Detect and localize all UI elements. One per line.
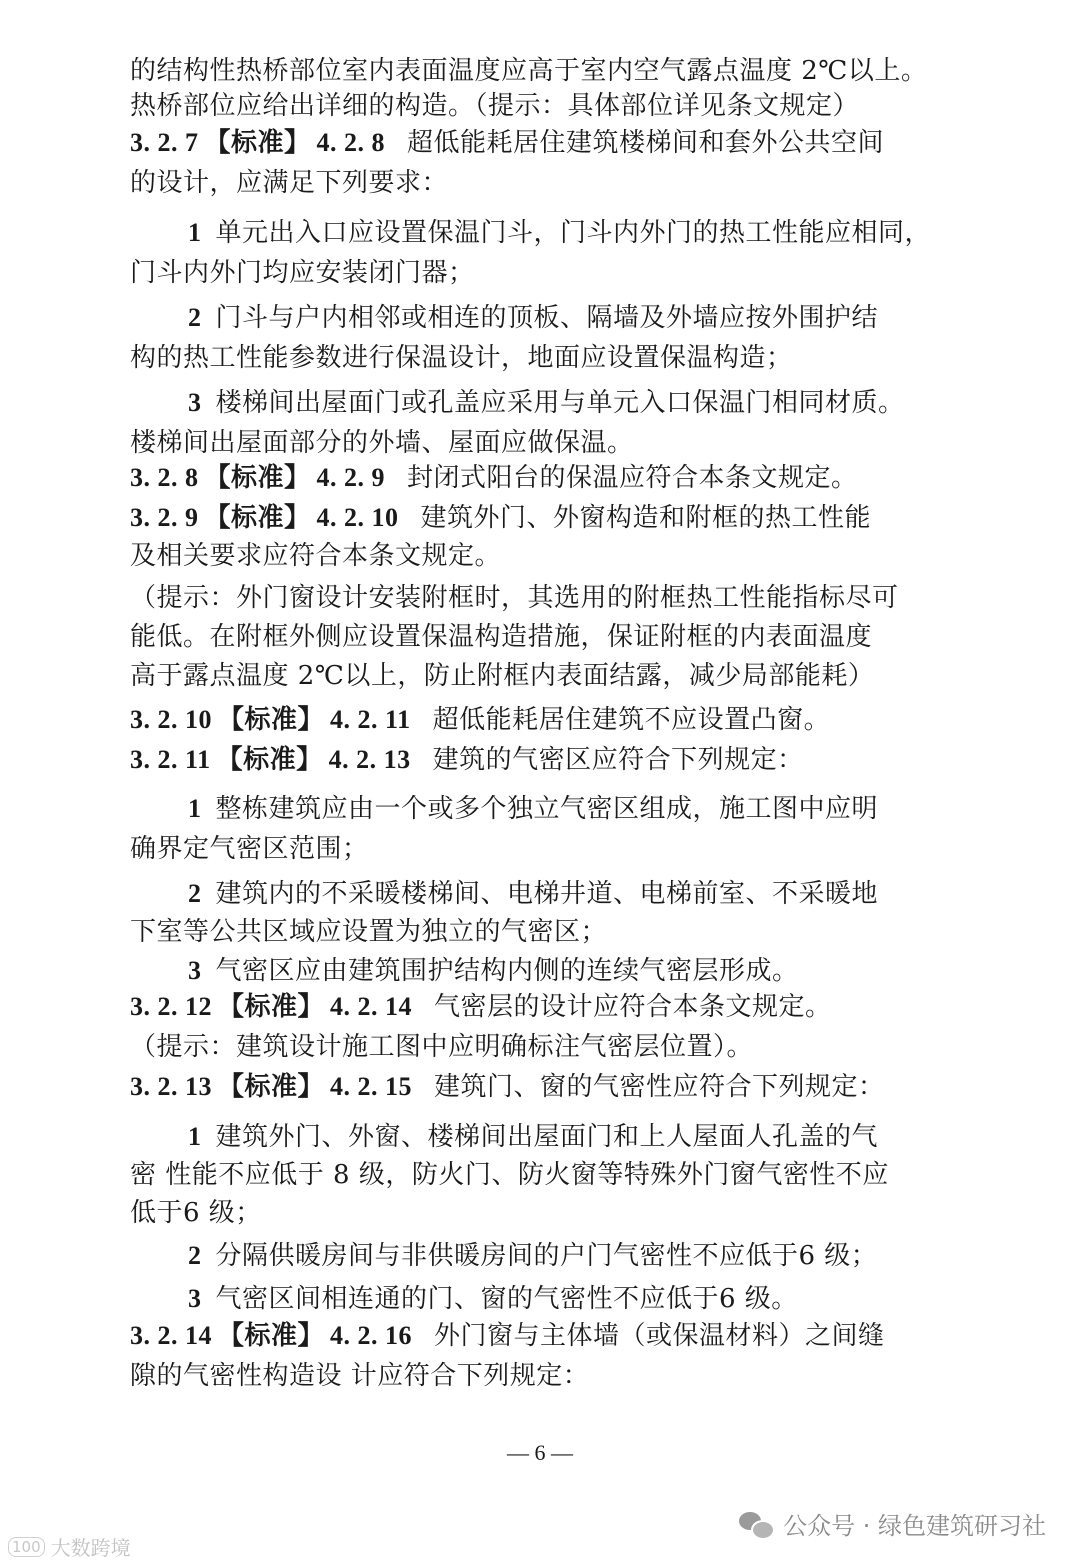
list-item — [188, 1240, 877, 1272]
text-line — [130, 1031, 753, 1063]
text-line — [130, 167, 448, 199]
line-text: 下室等公共区域应设置为独立的气密区； — [130, 917, 608, 947]
list-item — [188, 302, 878, 334]
wechat-icon — [739, 1510, 773, 1538]
reference-number: 4. 2. 9 — [316, 463, 386, 492]
standard-tag: 【标准】 — [204, 463, 311, 493]
text-line — [130, 833, 369, 865]
standard-tag: 【标准】 — [218, 1072, 325, 1102]
page-number: — 6 — — [507, 1440, 573, 1465]
standard-tag: 【标准】 — [216, 745, 323, 775]
standard-tag: 【标准】 — [218, 705, 325, 735]
line-text: 气密区应由建筑围护结构内侧的连续气密层形成。 — [215, 956, 799, 986]
line-text: 低于6 级； — [130, 1198, 262, 1228]
line-text: 气密层的设计应符合本条文规定。 — [434, 992, 832, 1022]
item-number: 3 — [188, 1284, 202, 1313]
clause-number: 3. 2. 14 — [130, 1321, 212, 1350]
line-text: 的结构性热桥部位室内表面温度应高于室内空气露点温度 2℃以上。 — [130, 56, 928, 86]
clause-number: 3. 2. 13 — [130, 1072, 212, 1101]
line-text: 门斗与户内相邻或相连的顶板、隔墙及外墙应按外围护结 — [215, 303, 879, 333]
item-number: 2 — [188, 303, 202, 332]
item-number: 1 — [188, 218, 202, 247]
line-text: 门斗内外门均应安装闭门器； — [130, 258, 475, 288]
line-text: 能低。在附框外侧应设置保温构造措施，保证附框的内表面温度 — [130, 622, 873, 652]
watermark-text: 大数跨境 — [50, 1536, 131, 1560]
item-number: 1 — [188, 1122, 202, 1151]
standard-tag: 【标准】 — [204, 128, 311, 158]
clause-line — [130, 704, 830, 736]
clause-line — [130, 502, 871, 534]
item-number: 3 — [188, 956, 202, 985]
list-item — [188, 955, 799, 987]
line-text: 单元出入口应设置保温门斗，门斗内外门的热工性能应相同， — [215, 218, 932, 248]
clause-line — [130, 744, 804, 776]
clause-number: 3. 2. 11 — [130, 745, 211, 774]
line-text: （提示：建筑设计施工图中应明确标注气密层位置）。 — [130, 1032, 754, 1062]
reference-number: 4. 2. 10 — [316, 503, 399, 532]
line-text: 建筑外门、外窗构造和附框的热工性能 — [420, 503, 872, 533]
line-text: 分隔供暖房间与非供暖房间的户门气密性不应低于6 级； — [215, 1241, 878, 1271]
text-line — [130, 90, 859, 122]
text-line — [130, 342, 793, 374]
item-number: 2 — [188, 879, 202, 908]
clause-number: 3. 2. 12 — [130, 992, 212, 1021]
line-text: 建筑门、窗的气密性应符合下列规定： — [434, 1072, 885, 1102]
line-text: （提示：外门窗设计安装附框时，其选用的附框热工性能指标尽可 — [130, 583, 899, 613]
line-text: 的设计，应满足下列要求： — [130, 168, 449, 198]
reference-number: 4. 2. 13 — [328, 745, 411, 774]
line-text: 密 性能不应低于 8 级，防火门、防火窗等特殊外门窗气密性不应 — [130, 1160, 889, 1190]
text-line — [130, 540, 501, 572]
item-number: 1 — [188, 794, 202, 823]
reference-number: 4. 2. 8 — [316, 128, 386, 157]
line-text: 热桥部位应给出详细的构造。（提示：具体部位详见条文规定） — [130, 91, 860, 121]
clause-line — [130, 991, 832, 1023]
wechat-account-text: 公众号 · 绿色建筑研习社 — [783, 1512, 1046, 1540]
line-text: 建筑的气密区应符合下列规定： — [432, 745, 804, 775]
line-text: 高于露点温度 2℃以上，防止附框内表面结露，减少局部能耗） — [130, 661, 875, 691]
standard-tag: 【标准】 — [218, 992, 325, 1022]
line-text: 楼梯间出屋面门或孔盖应采用与单元入口保温门相同材质。 — [215, 388, 905, 418]
line-text: 楼梯间出屋面部分的外墙、屋面应做保温。 — [130, 428, 634, 458]
standard-tag: 【标准】 — [204, 503, 311, 533]
reference-number: 4. 2. 15 — [330, 1072, 413, 1101]
line-text: 外门窗与主体墙（或保温材料）之间缝 — [434, 1321, 885, 1351]
line-text: 超低能耗居住建筑楼梯间和套外公共空间 — [407, 128, 885, 158]
line-text: 超低能耗居住建筑不应设置凸窗。 — [432, 705, 831, 735]
reference-number: 4. 2. 11 — [330, 705, 411, 734]
line-text: 气密区间相连通的门、窗的气密性不应低于6 级。 — [215, 1284, 798, 1314]
watermark-logo: 100 — [8, 1537, 45, 1557]
list-item — [188, 217, 931, 249]
line-text: 确界定气密区范围； — [130, 834, 369, 864]
list-item — [188, 387, 905, 419]
clause-line — [130, 462, 858, 494]
wechat-account-label — [739, 1506, 1046, 1541]
clause-number: 3. 2. 9 — [130, 503, 199, 532]
standard-tag: 【标准】 — [218, 1321, 325, 1351]
text-line — [130, 1360, 589, 1392]
line-text: 隙的气密性构造设 计应符合下列规定： — [130, 1361, 590, 1391]
item-number: 2 — [188, 1241, 202, 1270]
line-text: 构的热工性能参数进行保温设计，地面应设置保温构造； — [130, 343, 793, 373]
list-item — [188, 1121, 878, 1153]
text-line — [130, 257, 475, 289]
list-item — [188, 878, 878, 910]
text-line — [130, 916, 607, 948]
line-text: 封闭式阳台的保温应符合本条文规定。 — [407, 463, 858, 493]
clause-line — [130, 127, 884, 159]
line-text: 及相关要求应符合本条文规定。 — [130, 541, 502, 571]
clause-line — [130, 1320, 885, 1352]
text-line — [130, 1159, 889, 1191]
text-line — [130, 582, 899, 614]
watermark — [8, 1532, 131, 1561]
clause-number: 3. 2. 8 — [130, 463, 199, 492]
item-number: 3 — [188, 388, 202, 417]
clause-number: 3. 2. 7 — [130, 128, 199, 157]
reference-number: 4. 2. 14 — [330, 992, 413, 1021]
text-line — [130, 621, 872, 653]
line-text: 整栋建筑应由一个或多个独立气密区组成，施工图中应明 — [215, 794, 879, 824]
clause-line — [130, 1071, 885, 1103]
line-text: 建筑外门、外窗、楼梯间出屋面门和上人屋面人孔盖的气 — [215, 1122, 879, 1152]
text-line — [130, 660, 874, 692]
text-line — [130, 427, 634, 459]
list-item — [188, 793, 878, 825]
line-text: 建筑内的不采暖楼梯间、电梯井道、电梯前室、不采暖地 — [215, 879, 879, 909]
list-item — [188, 1283, 798, 1315]
text-line — [130, 1197, 262, 1229]
text-line — [130, 55, 927, 87]
reference-number: 4. 2. 16 — [330, 1321, 413, 1350]
clause-number: 3. 2. 10 — [130, 705, 212, 734]
